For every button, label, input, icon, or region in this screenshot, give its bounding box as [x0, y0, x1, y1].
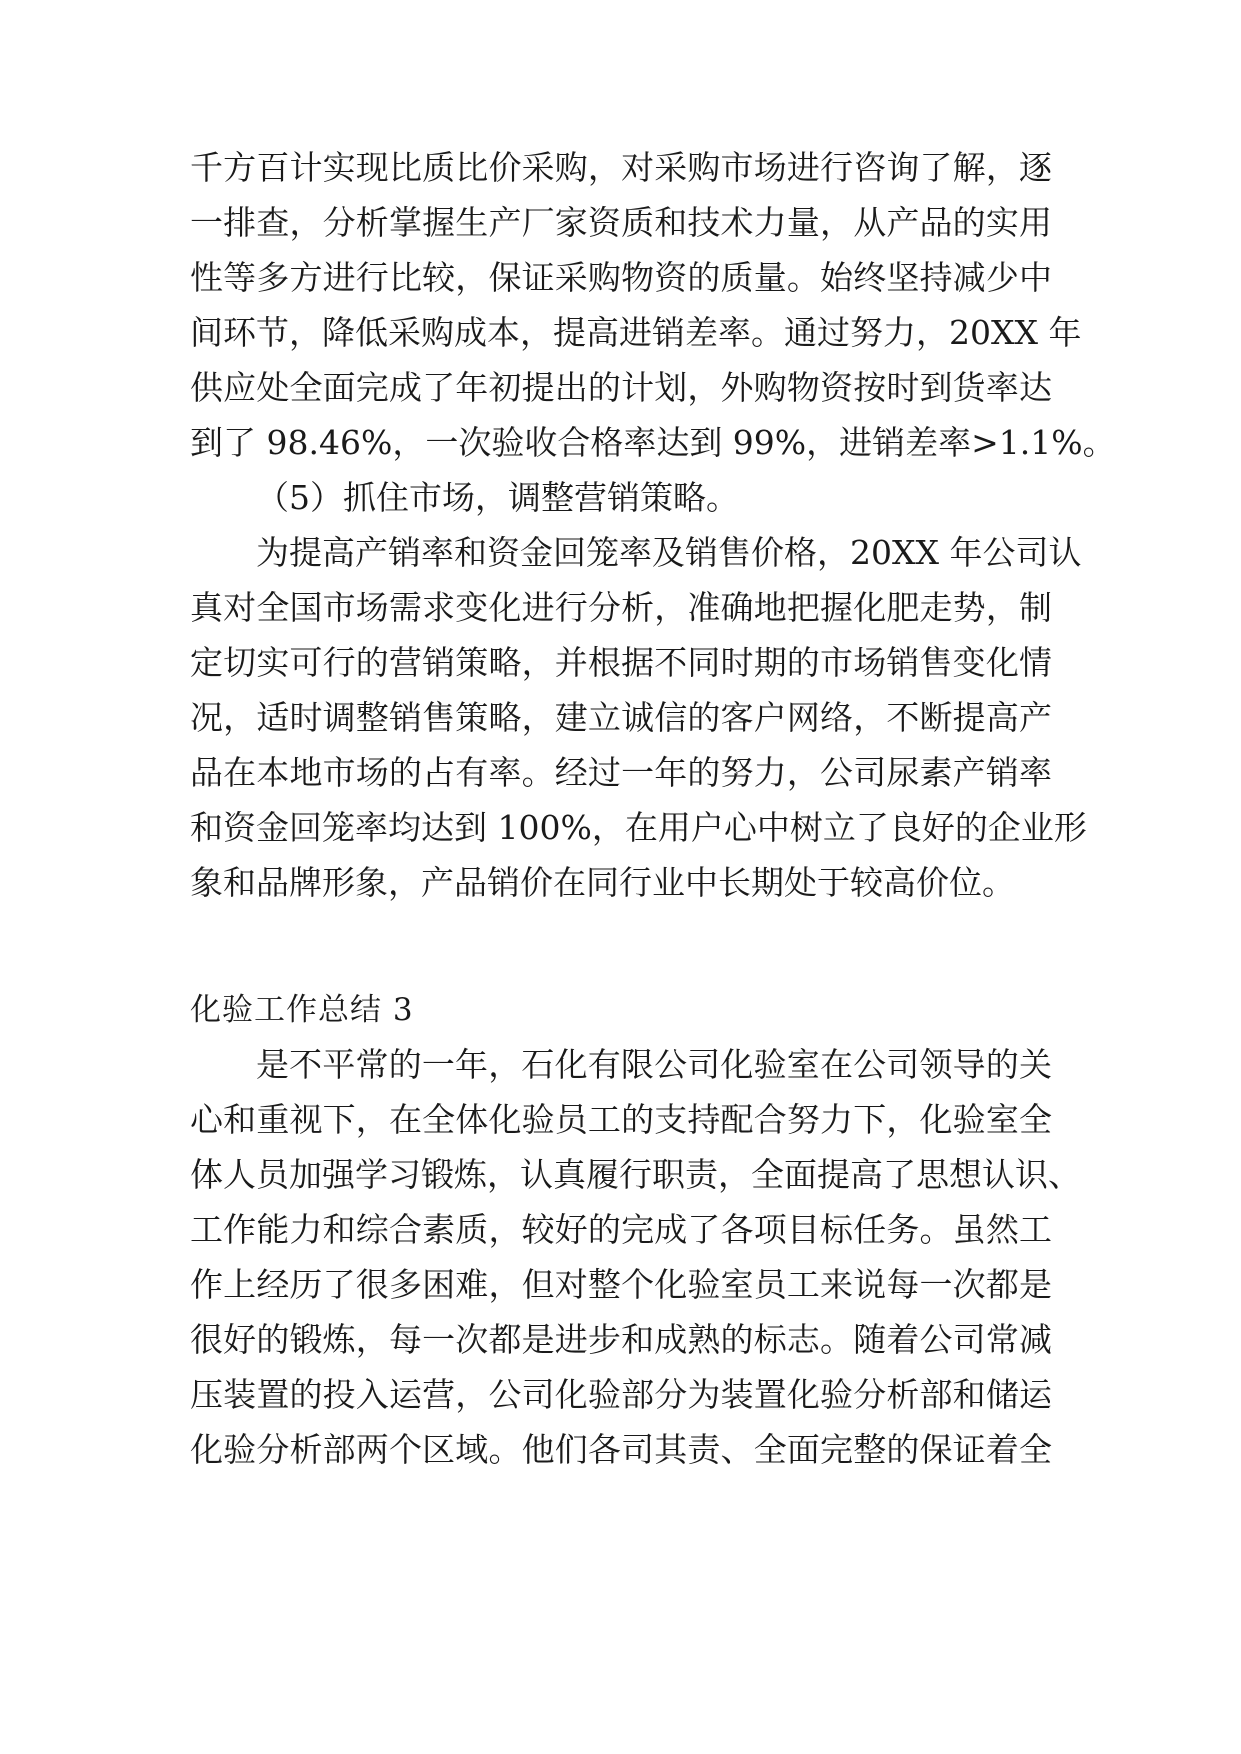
text-line: 体人员加强学习锻炼，认真履行职责，全面提高了思想认识、 [190, 1155, 1081, 1194]
text-line: 化验分析部两个区域。他们各司其责、全面完整的保证着全 [190, 1430, 1052, 1469]
text-line: 真对全国市场需求变化进行分析，准确地把握化肥走势，制 [190, 588, 1052, 627]
text-line: 为提高产销率和资金回笼率及销售价格，20XX 年公司认 [256, 533, 1082, 572]
text-line: 供应处全面完成了年初提出的计划，外购物资按时到货率达 [190, 368, 1052, 407]
text-line: 是不平常的一年，石化有限公司化验室在公司领导的关 [256, 1045, 1052, 1084]
text-line: 一排查，分析掌握生产厂家资质和技术力量，从产品的实用 [190, 203, 1052, 242]
text-line: 工作能力和综合素质，较好的完成了各项目标任务。虽然工 [190, 1210, 1052, 1249]
text-line: 定切实可行的营销策略，并根据不同时期的市场销售变化情 [190, 643, 1052, 682]
item-5-title: （5）抓住市场，调整营销策略。 [256, 478, 739, 517]
text-line: 到了 98.46%，一次验收合格率达到 99%，进销差率>1.1%。 [190, 423, 1116, 462]
text-line: 性等多方进行比较，保证采购物资的质量。始终坚持减少中 [190, 258, 1052, 297]
text-line: 很好的锻炼，每一次都是进步和成熟的标志。随着公司常减 [190, 1320, 1052, 1359]
text-line: 作上经历了很多困难，但对整个化验室员工来说每一次都是 [190, 1265, 1052, 1304]
text-line: 品在本地市场的占有率。经过一年的努力，公司尿素产销率 [190, 753, 1052, 792]
text-line: 况，适时调整销售策略，建立诚信的客户网络，不断提高产 [190, 698, 1052, 737]
text-line: 心和重视下，在全体化验员工的支持配合努力下，化验室全 [190, 1100, 1052, 1139]
text-line: 压装置的投入运营，公司化验部分为装置化验分析部和储运 [190, 1375, 1052, 1414]
text-line: 和资金回笼率均达到 100%，在用户心中树立了良好的企业形 [190, 808, 1087, 847]
section-heading: 化验工作总结 3 [190, 992, 414, 1028]
text-line: 象和品牌形象，产品销价在同行业中长期处于较高价位。 [190, 863, 1015, 902]
text-line: 间环节，降低采购成本，提高进销差率。通过努力，20XX 年 [190, 313, 1082, 352]
text-line: 千方百计实现比质比价采购，对采购市场进行咨询了解，逐 [190, 148, 1052, 187]
